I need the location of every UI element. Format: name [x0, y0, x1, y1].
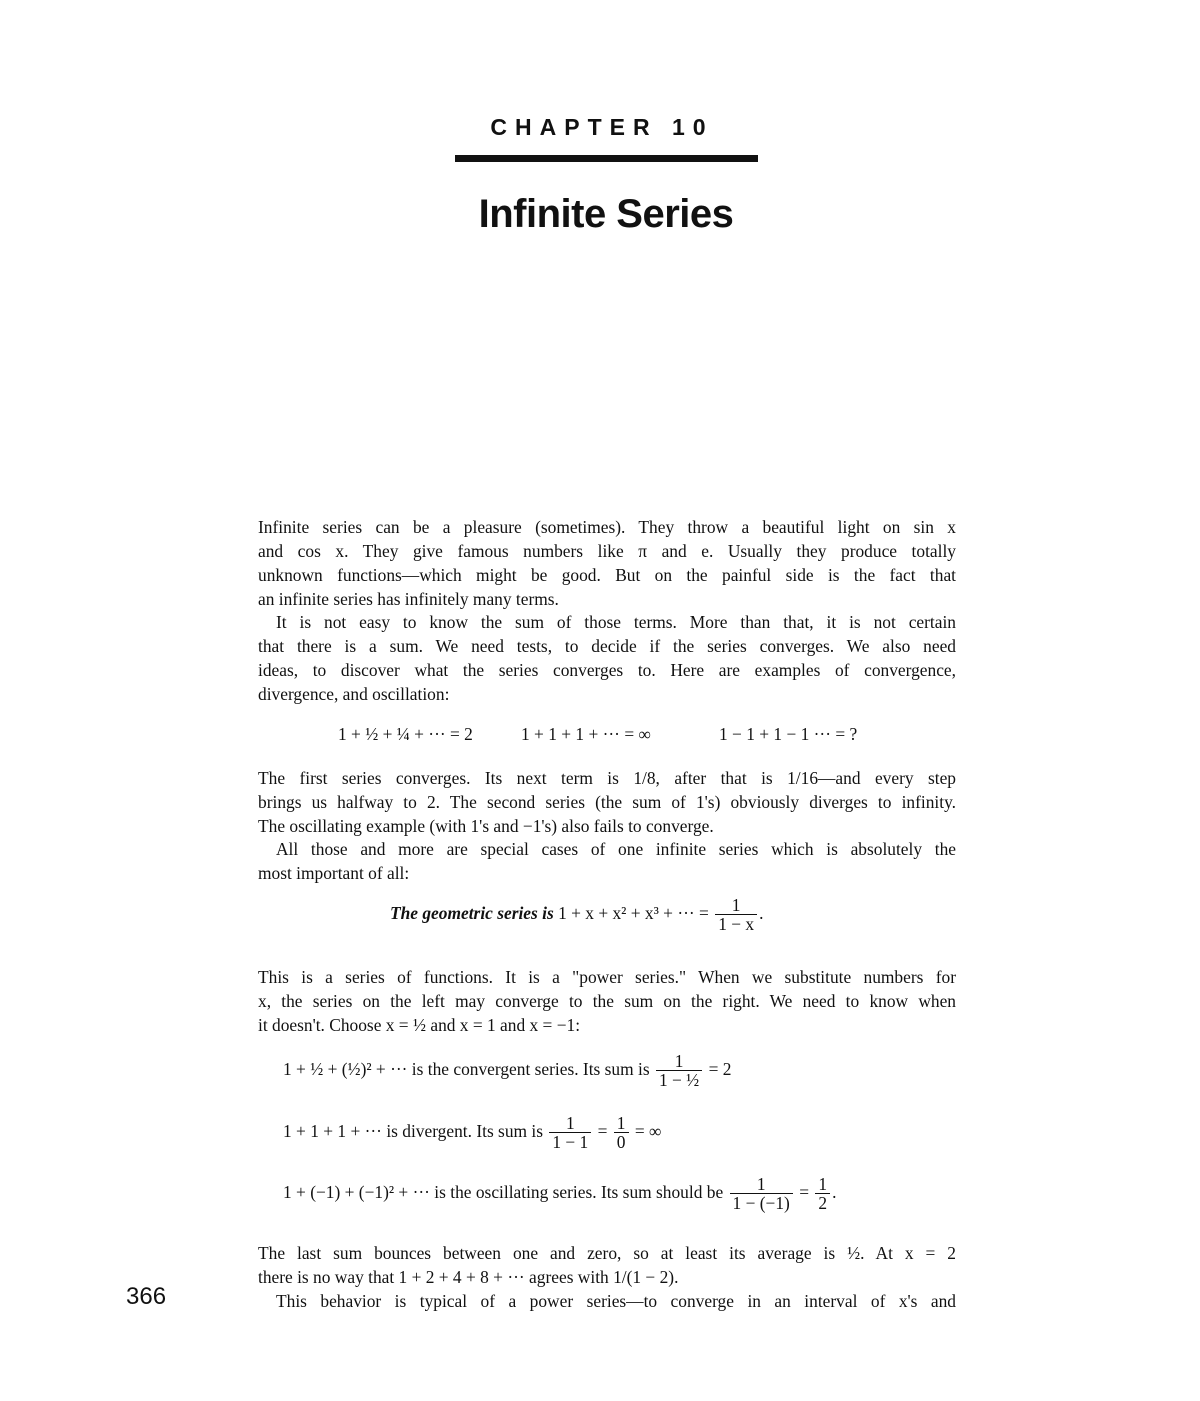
- fraction-denominator: 1 − x: [718, 914, 755, 935]
- case-convergent-text: 1 + ½ + (½)² + ··· is the convergent series. Its sum is: [283, 1058, 650, 1079]
- paragraph-second-line-4: divergence, and oscillation:: [258, 684, 450, 704]
- equation-case-oscillating: [283, 1175, 836, 1213]
- geometric-series-terms: 1 + x + x² + x³ + ··· =: [558, 902, 709, 923]
- fraction-numerator: 1: [549, 1114, 591, 1133]
- page-number: 366: [126, 1283, 167, 1310]
- equals-sign: =: [597, 1120, 608, 1141]
- equation-oscillating-example: 1 − 1 + 1 − 1 ··· = ?: [719, 724, 858, 744]
- paragraph-second-line-1: It is not easy to know the sum of those terms. More than that, it is not certain: [276, 612, 956, 632]
- paragraph-intro-line-1: Infinite series can be a pleasure (sometimes). They throw a beautiful light on sin x: [258, 517, 956, 537]
- geometric-series-label: The geometric series is: [390, 902, 554, 923]
- case-divergent-result: = ∞: [634, 1120, 662, 1141]
- equation-divergent-example: 1 + 1 + 1 + ··· = ∞: [521, 724, 651, 744]
- fraction-denominator: 1 − (−1): [732, 1193, 790, 1214]
- fraction-numerator: 1: [815, 1175, 830, 1194]
- fraction-denominator: 1 − ½: [658, 1070, 700, 1091]
- paragraph-sixth-line-2: there is no way that 1 + 2 + 4 + 8 + ··· agrees with 1/(1 − 2).: [258, 1267, 679, 1287]
- paragraph-sixth-line-1: The last sum bounces between one and zero, so at least its average is ½. At x = 2: [258, 1243, 956, 1263]
- paragraph-intro-line-4: an infinite series has infinitely many terms.: [258, 589, 559, 609]
- equation-convergent-example: 1 + ½ + ¼ + ··· = 2: [338, 724, 473, 744]
- paragraph-intro-line-3: unknown functions—which might be good. But on the painful side is the fact that: [258, 565, 956, 585]
- paragraph-second-line-2: that there is a sum. We need tests, to decide if the series converges. We also need: [258, 636, 956, 656]
- paragraph-fifth-line-3: it doesn't. Choose x = ½ and x = 1 and x = −1:: [258, 1015, 581, 1035]
- case-convergent-result: = 2: [708, 1058, 732, 1079]
- chapter-label: CHAPTER 10: [490, 114, 714, 140]
- fraction-numerator: 1: [730, 1175, 793, 1194]
- case-convergent-fraction: [656, 1052, 702, 1090]
- equation-period: .: [832, 1181, 837, 1202]
- fraction-numerator: 1: [715, 896, 757, 915]
- paragraph-fourth-line-1: All those and more are special cases of one infinite series which is absolutely the: [276, 839, 956, 859]
- case-oscillating-fraction-2: [815, 1175, 830, 1213]
- case-divergent-text: 1 + 1 + 1 + ··· is divergent. Its sum is: [283, 1120, 543, 1141]
- equals-sign: =: [799, 1181, 809, 1202]
- case-oscillating-text: 1 + (−1) + (−1)² + ··· is the oscillating series. Its sum should be: [283, 1181, 724, 1202]
- fraction-numerator: 1: [656, 1052, 702, 1071]
- fraction-numerator: 1: [614, 1114, 629, 1133]
- paragraph-second-line-3: ideas, to discover what the series converges to. Here are examples of convergence,: [258, 660, 956, 680]
- chapter-title: Infinite Series: [478, 192, 734, 236]
- paragraph-fifth-line-1: This is a series of functions. It is a "power series." When we substitute numbers for: [258, 967, 956, 987]
- fraction-denominator: 1 − 1: [552, 1132, 589, 1153]
- fraction-denominator: 2: [818, 1193, 828, 1214]
- equation-geometric-series: [390, 896, 763, 934]
- equation-period: .: [759, 902, 764, 923]
- paragraph-intro-line-2: and cos x. They give famous numbers like π and e. Usually they produce totally: [258, 541, 956, 561]
- paragraph-third-line-2: brings us halfway to 2. The second series (the sum of 1's) obviously diverges to infinity.: [258, 792, 956, 812]
- paragraph-third-line-3: The oscillating example (with 1's and −1's) also fails to converge.: [258, 816, 714, 836]
- paragraph-third-line-1: The first series converges. Its next term is 1/8, after that is 1/16—and every step: [258, 768, 956, 788]
- chapter-rule: [455, 155, 758, 162]
- fraction-denominator: 0: [616, 1132, 626, 1153]
- case-oscillating-fraction-1: [730, 1175, 793, 1213]
- case-divergent-fraction-1: [549, 1114, 591, 1152]
- equation-case-divergent: [283, 1114, 661, 1152]
- equation-case-convergent: [283, 1052, 731, 1090]
- geometric-series-fraction: [715, 896, 757, 934]
- paragraph-seventh-line-1: This behavior is typical of a power series—to converge in an interval of x's and: [276, 1291, 956, 1311]
- case-divergent-fraction-2: [614, 1114, 629, 1152]
- paragraph-fifth-line-2: x, the series on the left may converge to the sum on the right. We need to know when: [258, 991, 956, 1011]
- paragraph-fourth-line-2: most important of all:: [258, 863, 410, 883]
